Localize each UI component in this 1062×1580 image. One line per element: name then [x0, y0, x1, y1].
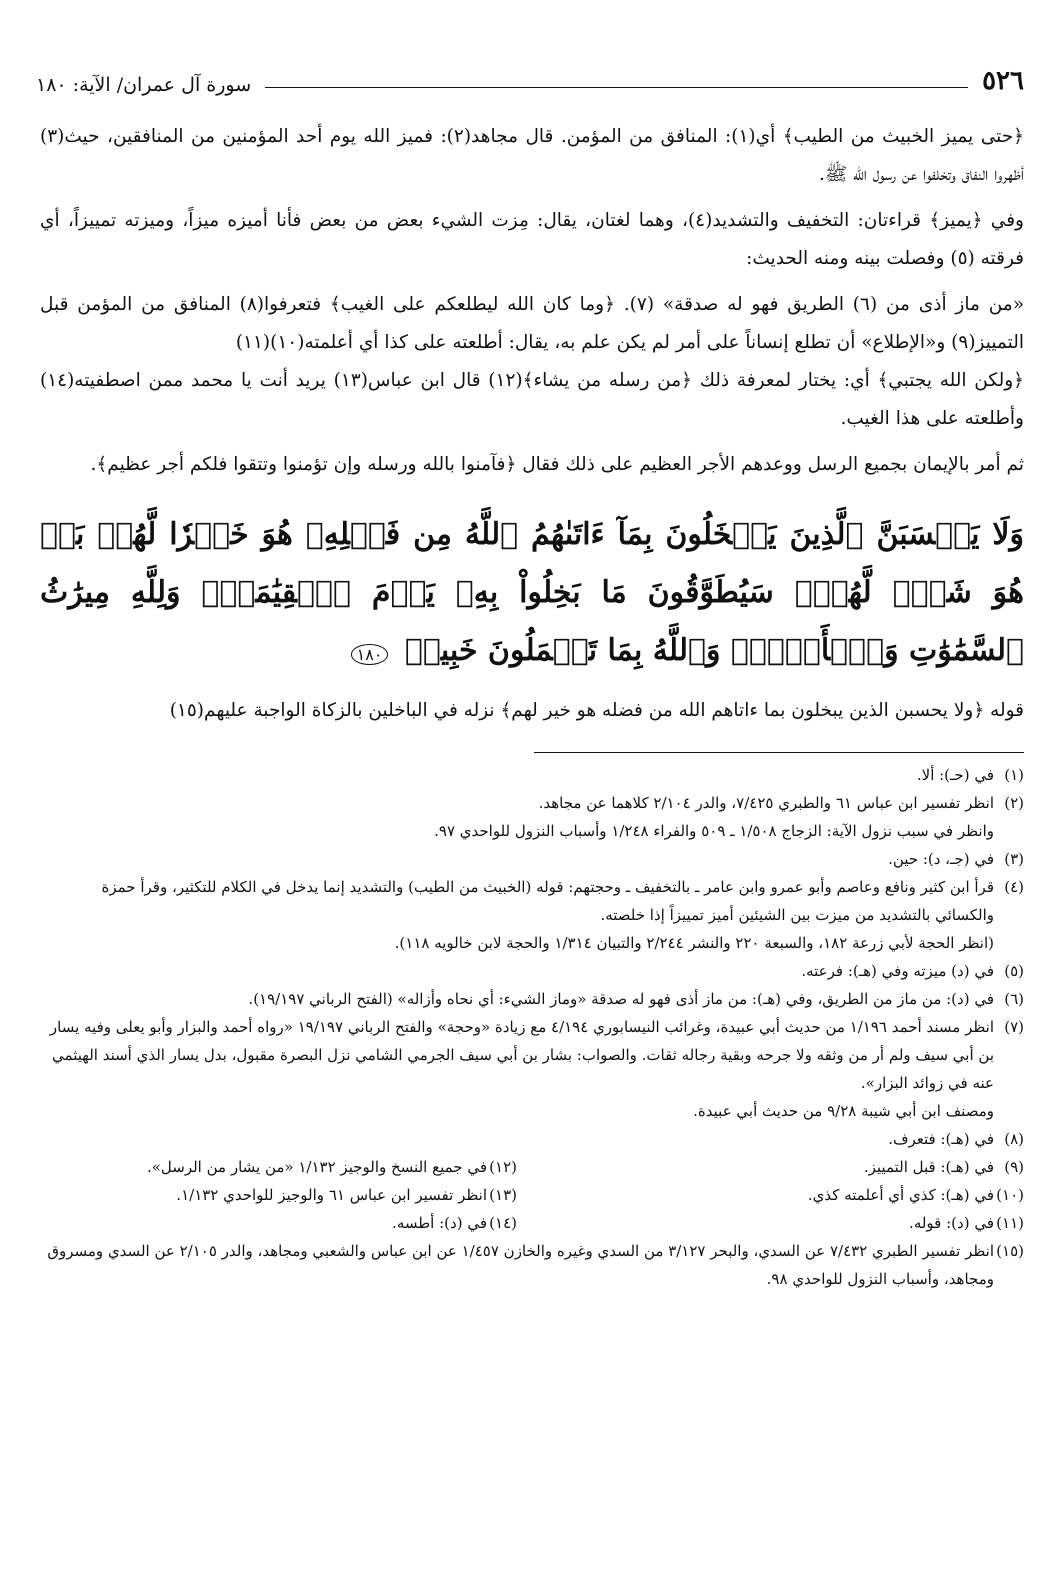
main-text	[40, 118, 1024, 1293]
verse-text: وَلَا يَحۡسَبَنَّ ٱلَّذِينَ يَبۡخَلُونَ بِمَآ ءَاتَىٰهُمُ ٱللَّهُ مِن فَضۡلِهِۦ هُوَ خَيۡرٗا لَّهُمۖ بَلۡ هُوَ شَرّٞ لَّهُمۡۖ سَيُطَوَّقُونَ مَا بَخِلُواْ بِهِۦ يَوۡمَ ٱلۡقِيَٰمَةِۗ وَلِلَّهِ مِيرَٰثُ ٱلسَّمَٰوَٰتِ وَٱلۡأَرۡضِۗ وَٱللَّهُ بِمَا تَعۡمَلُونَ خَبِيرٞ	[40, 517, 1024, 668]
verse-number-marker: ١٨٠	[351, 644, 389, 665]
footnote-number: (١٣)	[489, 1186, 517, 1204]
footnote-item	[40, 845, 1024, 873]
footnote-continuation: (انظر الحجة لأبي زرعة ١٨٢، والسبعة ٢٢٠ والنشر ٢/٢٤٤ والتبيان ١/٣١٤ والحجة لابن خالويه ١١٨).	[394, 934, 994, 952]
footnote-item	[40, 957, 1024, 985]
footnote-text: في (هـ): فتعرف.	[888, 1130, 994, 1148]
footnote-number: (٤)	[1004, 878, 1024, 896]
footnote-separator	[534, 752, 1024, 753]
footnote-text: في (هـ): قبل التمييز.	[863, 1158, 994, 1176]
footnote-item	[40, 873, 1024, 957]
page-number: ٥٢٦	[982, 66, 1024, 96]
footnotes	[40, 761, 1024, 1153]
footnote-item	[547, 1153, 1024, 1181]
paragraph-3: «من ماز أذى من (٦) الطريق فهو له صدقة» (٧). ﴿وما كان الله ليطلعكم على الغيب﴾ فتعرفوا(٨) المنافق من المؤمن قبل التمييز(٩) و«الإطلاع» أن تطلع إنساناً على أمر لم يكن علم به، يقال: أطلعته على كذا أي أعلمته(١٠)(١١)	[40, 294, 1025, 353]
footnote-item	[547, 1181, 1024, 1209]
footnote-text: انظر تفسير ابن عباس ٦١ والطبري ٧/٤٢٥، والدر ٢/١٠٤ كلاهما عن مجاهد.	[538, 794, 994, 812]
footnote-text: في جميع النسخ والوجيز ١/١٣٢ «من يشار من الرسل».	[146, 1158, 487, 1176]
footnote-number: (١١)	[996, 1214, 1024, 1232]
footnotes-right-column	[547, 1153, 1024, 1237]
footnote-text: في (د) ميزته وفي (هـ): فرعته.	[801, 962, 994, 980]
footnote-item	[40, 1013, 1024, 1125]
footnote-number: (٥)	[1004, 962, 1024, 980]
footnote-number: (٧)	[1004, 1018, 1024, 1036]
footnote-item	[40, 1125, 1024, 1153]
footnote-text: انظر مسند أحمد ١/١٩٦ من حديث أبي عبيدة، وغرائب النيسابوري ٤/١٩٤ مع زيادة «وحجة» والفتح الرباني ١٩/١٩٧ «رواه أحمد والبزار وأبو يعلى وفيه يسار بن أبي سيف ولم أر من وثقه ولا جرحه وبقية رجاله ثقات. والصواب: بشار بن أبي سيف الجرمي الشامي نزل البصرة مقبول، بدل يسار الذي أسند الهيثمي عنه في زوائد البزار».	[49, 1018, 994, 1092]
footnote-item	[40, 1209, 517, 1237]
footnote-continuation: ومصنف ابن أبي شيبة ٩/٢٨ من حديث أبي عبيدة.	[693, 1102, 994, 1120]
footnote-number: (١٠)	[996, 1186, 1024, 1204]
footnote-item	[40, 761, 1024, 789]
footnote-text: انظر تفسير ابن عباس ٦١ والوجيز للواحدي ١/١٣٢.	[176, 1186, 487, 1204]
footnote-continuation: وانظر في سبب نزول الآية: الزجاج ١/٥٠٨ ـ ٥٠٩ والفراء ١/٢٤٨ وأسباب النزول للواحدي ٩٧.	[434, 822, 994, 840]
footnote-text: في (هـ): كذي أي أعلمته كذي.	[807, 1186, 994, 1204]
footnote-item	[40, 1181, 517, 1209]
footnote-item	[40, 789, 1024, 845]
footnote-number: (٢)	[1004, 794, 1024, 812]
paragraph-3-cont: ﴿ولكن الله يجتبي﴾ أي: يختار لمعرفة ذلك ﴿من رسله من يشاء﴾(١٢) قال ابن عباس(١٣) يريد أنت يا محمد ممن اصطفيته(١٤) وأطلعته على هذا الغيب.	[40, 370, 1024, 429]
header-rule	[265, 87, 968, 88]
footnote-item	[40, 985, 1024, 1013]
footnote-number: (١)	[1004, 766, 1024, 784]
paragraph-5: قوله ﴿ولا يحسبن الذين يبخلون بما ءاتاهم الله من فضله هو خير لهم﴾ نزله في الباخلين بالزكاة الواجبة عليهم(١٥)	[169, 700, 1024, 721]
footnote-text: في (د): من ماز من الطريق، وفي (هـ): من ماز أذى فهو له صدقة «وماز الشيء: أي نحاه وأزاله» (الفتح الرباني ١٩/١٩٧).	[248, 990, 994, 1008]
paragraph-2: وفي ﴿يميز﴾ قراءتان: التخفيف والتشديد(٤)، وهما لغتان، يقال: مِزت الشيء بعض من بعض فأنا أميزه ميزاً، وميزته تمييزاً، أي فرقته (٥) وفصلت بينه ومنه الحديث:	[40, 210, 1024, 269]
footnotes-left-column	[40, 1153, 517, 1237]
surah-title: سورة آل عمران/ الآية: ١٨٠	[36, 74, 252, 96]
footnote-number: (٨)	[1004, 1130, 1024, 1148]
footnote-number: (٦)	[1004, 990, 1024, 1008]
footnote-15	[40, 1237, 1024, 1293]
footnote-item	[40, 1153, 517, 1181]
footnote-text: في (حـ): ألا.	[916, 766, 994, 784]
footnote-text: في (جـ، د): حين.	[888, 850, 994, 868]
footnote-text: انظر تفسير الطبري ٧/٤٣٢ عن السدي، والبحر ٣/١٢٧ من السدي وغيره والخازن ١/٤٥٧ عن ابن عباس والشعبي ومجاهد، والدر ٢/١٠٥ عن السدي ومسروق ومجاهد، وأسباب النزول للواحدي ٩٨.	[47, 1242, 994, 1288]
paragraph-1: ﴿حتى يميز الخبيث من الطيب﴾ أي(١): المنافق من المؤمن. قال مجاهد(٢): فميز الله يوم أحد المؤمنين من المنافقين، حيث(٣) أظهروا النفاق وتخلفوا عن رسول الله ﷺ.	[40, 126, 1024, 185]
footnote-number: (١٥)	[996, 1242, 1024, 1260]
footnote-text: في (د): قوله.	[909, 1214, 994, 1232]
page-header	[36, 58, 1024, 96]
footnote-text: في (د): أطسه.	[392, 1214, 487, 1232]
footnote-item	[547, 1209, 1024, 1237]
footnote-number: (٣)	[1004, 850, 1024, 868]
footnote-number: (١٤)	[489, 1214, 517, 1232]
footnote-number: (٩)	[1004, 1158, 1024, 1176]
footnote-text: قرأ ابن كثير ونافع وعاصم وأبو عمرو وابن عامر ـ بالتخفيف ـ وحجتهم: قوله (الخبيث من الطيب) والتشديد إنما يدخل في الكلام للتكثير، وقرأ حمزة والكسائي بالتشديد من ميزت بين الشيئين أميز تمييزاً إذا خلصته.	[101, 878, 994, 924]
footnote-number: (١٢)	[489, 1158, 517, 1176]
footnotes-two-column	[40, 1153, 1024, 1237]
paragraph-4: ثم أمر بالإيمان بجميع الرسل ووعدهم الأجر العظيم على ذلك فقال ﴿فآمنوا بالله ورسله وإن تؤمنوا وتتقوا فلكم أجر عظيم﴾.	[90, 454, 1024, 475]
quran-verse	[40, 506, 1024, 684]
